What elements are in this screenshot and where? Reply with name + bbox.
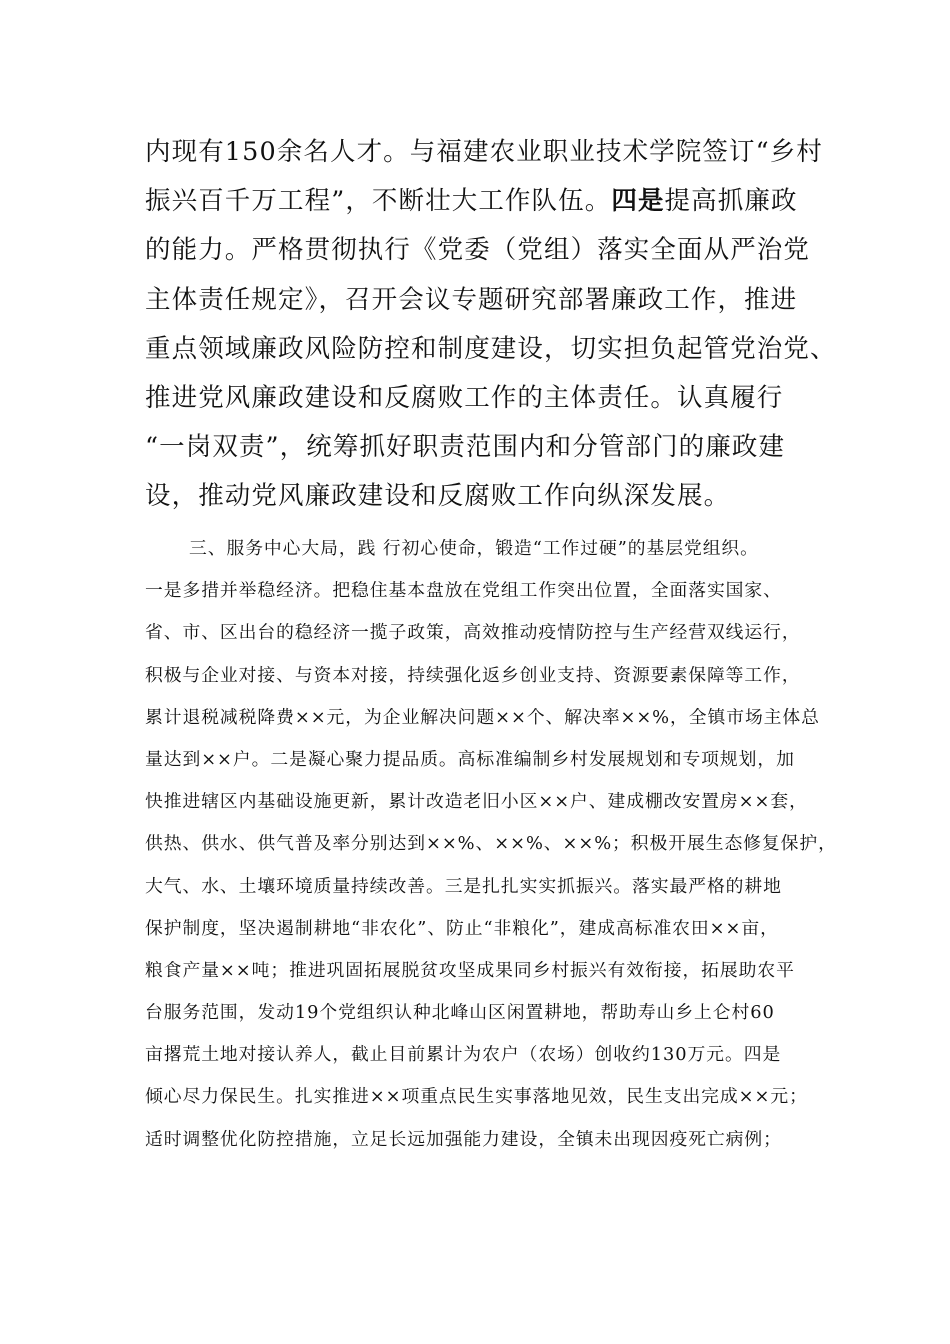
text-line: 内现有150余名人才。与福建农业职业技术学院签订“乡村	[145, 137, 823, 167]
text-line: 累计退税减税降费××元，为企业解决问题××个、解决率××%，全镇市场主体总	[145, 706, 820, 728]
text-line: 粮食产量××吨；推进巩固拓展脱贫攻坚成果同乡村振兴有效衔接，拓展助农平	[145, 959, 795, 981]
section-heading-line: 三、服务中心大局，践 行初心使命，锻造“工作过硬”的基层党组织。	[189, 538, 759, 559]
text-line: 重点领域廉政风险防控和制度建设，切实担负起管党治党、	[145, 333, 837, 364]
text-line: 快推进辖区内基础设施更新，累计改造老旧小区××户、建成棚改安置房××套，	[145, 791, 808, 813]
text-segment: 提高抓廉政	[664, 186, 798, 217]
text-line: 量达到××户。二是凝心聚力提品质。高标准编制乡村发展规划和专项规划，加	[145, 748, 795, 770]
text-segment: 振兴百千万工程”，不断壮大工作队伍。	[145, 186, 612, 217]
text-line: 推进党风廉政建设和反腐败工作的主体责任。认真履行	[145, 382, 784, 413]
text-line	[145, 181, 815, 230]
paragraph-party-conduct	[145, 132, 837, 526]
text-line: 积极与企业对接、与资本对接，持续强化返乡创业支持、资源要素保障等工作，	[145, 664, 801, 686]
paragraph-section-three	[145, 534, 837, 1167]
text-line: 大气、水、土壤环境质量持续改善。三是扎扎实实抓振兴。落实最严格的耕地	[145, 875, 782, 897]
text-line: 倾心尽力保民生。扎实推进××项重点民生实事落地见效，民生支出完成××元；	[145, 1086, 808, 1108]
text-line: 亩撂荒土地对接认养人，截止目前累计为农户（农场）创收约130万元。四是	[145, 1044, 782, 1066]
text-line: 的能力。严格贯彻执行《党委（党组）落实全面从严治党	[145, 235, 811, 266]
text-line: 省、市、区出台的稳经济一揽子政策，高效推动疫情防控与生产经营双线运行，	[145, 622, 801, 644]
bold-heading-marker: 四是	[611, 186, 665, 217]
text-line: 台服务范围，发动19个党组织认种北峰山区闲置耕地，帮助寿山乡上仑村60	[145, 1002, 775, 1024]
text-line: 一是多措并举稳经济。把稳住基本盘放在党组工作突出位置，全面落实国家、	[145, 580, 782, 602]
text-line: 主体责任规定》，召开会议专题研究部署廉政工作，推进	[145, 284, 798, 315]
text-line: 设，推动党风廉政建设和反腐败工作向纵深发展。	[145, 481, 731, 512]
text-line: “一岗双责”，统筹抓好职责范围内和分管部门的廉政建	[145, 432, 786, 463]
text-line: 适时调整优化防控措施，立足长远加强能力建设，全镇未出现因疫死亡病例；	[145, 1128, 782, 1150]
text-line: 保护制度，坚决遏制耕地“非农化”、防止“非粮化”，建成高标准农田××亩，	[145, 917, 779, 939]
text-line: 供热、供水、供气普及率分别达到××%、××%、××%；积极开展生态修复保护，	[145, 833, 837, 855]
